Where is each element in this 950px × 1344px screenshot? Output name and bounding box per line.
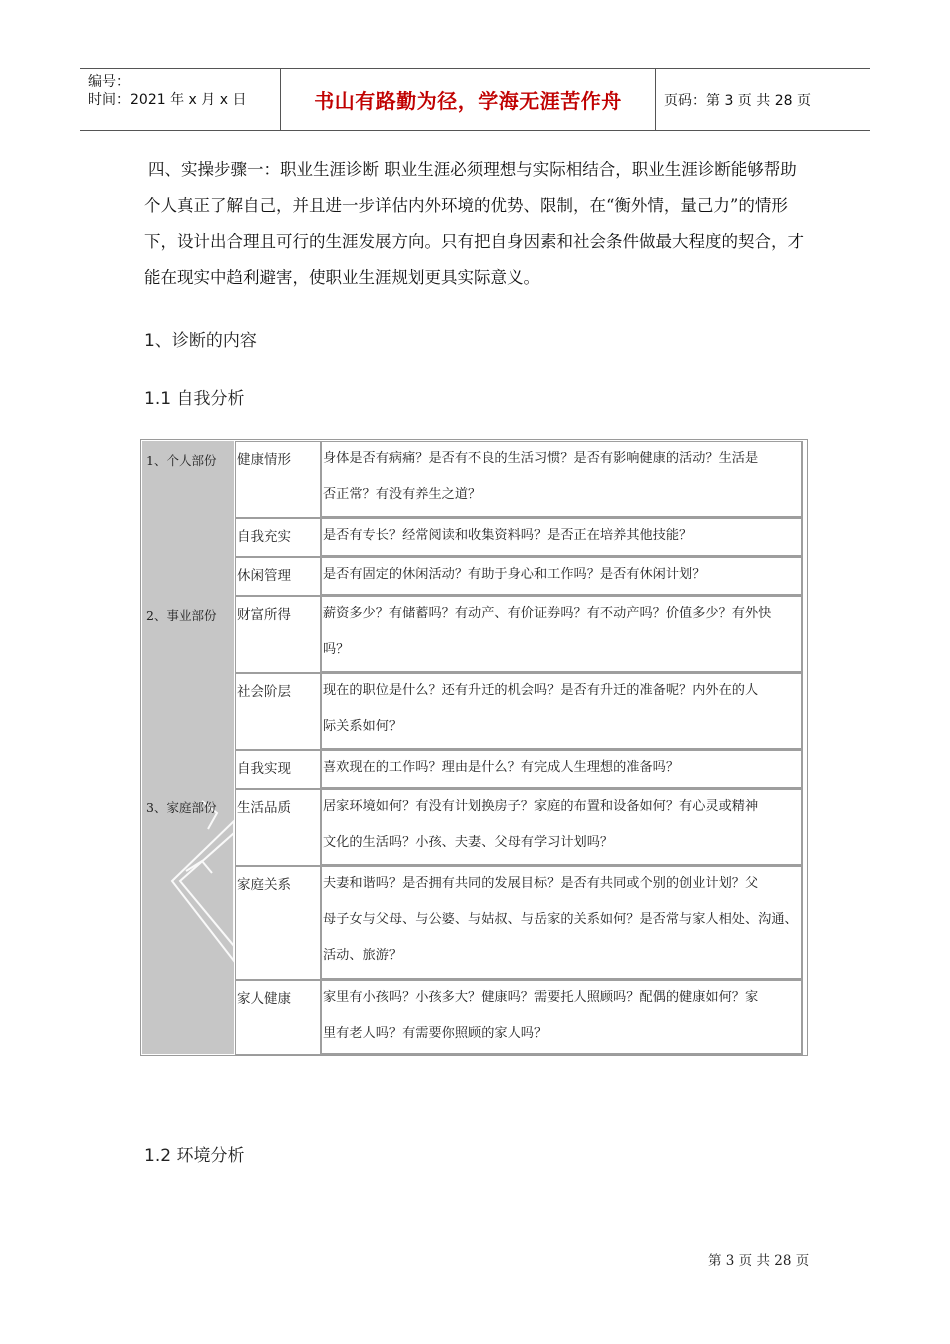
desc-line: 际关系如何？ (323, 719, 403, 734)
desc-line: 身体是否有病痛？是否有不良的生活习惯？是否有影响健康的活动？生活是 (323, 451, 759, 466)
desc-line: 是否有专长？经常阅读和收集资料吗？是否正在培养其他技能？ (323, 528, 693, 543)
document-number-label: 编号： (88, 74, 130, 90)
desc-line: 活动、旅游？ (323, 948, 403, 963)
document-date: 时间：2021 年 x 月 x 日 (88, 92, 247, 108)
desc-line: 里有老人吗？有需要你照顾的家人吗？ (323, 1026, 548, 1041)
category-column (142, 441, 234, 1054)
desc-line: 现在的职位是什么？还有升迁的机会吗？是否有升迁的准备呢？内外在的人 (323, 683, 759, 698)
desc-life-quality (321, 789, 803, 866)
header-motto: 书山有路勤为径，学海无涯苦作舟 (280, 69, 656, 130)
desc-self-realization (321, 750, 803, 789)
page-footer: 第 3 页 共 28 页 (708, 1253, 810, 1269)
item-self-improvement: 自我充实 (235, 518, 321, 557)
document-header (80, 68, 870, 131)
desc-line: 家里有小孩吗？小孩多大？健康吗？需要托人照顾吗？配偶的健康如何？家 (323, 990, 759, 1005)
desc-line: 夫妻和谐吗？是否拥有共同的发展目标？是否有共同或个别的创业计划？父 (323, 876, 759, 891)
decorative-diamond-watermark (142, 441, 234, 1054)
item-social-class: 社会阶层 (235, 673, 321, 750)
desc-line: 薪资多少？有储蓄吗？有动产、有价证券吗？有不动产吗？价值多少？有外快 (323, 606, 772, 621)
item-health: 健康情形 (235, 441, 321, 518)
desc-line: 母子女与父母、与公婆、与姑叔、与岳家的关系如何？是否常与家人相处、沟通、 (323, 912, 798, 927)
self-analysis-table (140, 439, 808, 1056)
section-heading-environment-analysis: 1.2 环境分析 (144, 1146, 245, 1166)
item-wealth: 财富所得 (235, 596, 321, 673)
item-leisure: 休闲管理 (235, 557, 321, 596)
desc-family-health (321, 980, 803, 1055)
desc-health (321, 441, 803, 518)
desc-family-relations (321, 866, 803, 980)
header-page-info: 页码：第 3 页 共 28 页 (664, 92, 811, 109)
desc-line: 吗？ (323, 642, 350, 657)
section-heading-self-analysis: 1.1 自我分析 (144, 389, 245, 409)
item-family-health: 家人健康 (235, 980, 321, 1055)
category-family: 3、家庭部份 (146, 800, 217, 815)
item-life-quality: 生活品质 (235, 789, 321, 866)
item-family-relations: 家庭关系 (235, 866, 321, 980)
desc-wealth (321, 596, 803, 673)
desc-self-improvement (321, 518, 803, 557)
desc-social-class (321, 673, 803, 750)
desc-line: 是否有固定的休闲活动？有助于身心和工作吗？是否有休闲计划？ (323, 567, 706, 582)
desc-line: 文化的生活吗？小孩、夫妻、父母有学习计划吗？ (323, 835, 614, 850)
category-personal: 1、个人部份 (146, 453, 217, 468)
desc-leisure (321, 557, 803, 596)
intro-paragraph (144, 152, 812, 296)
desc-line: 居家环境如何？有没有计划换房子？家庭的布置和设备如何？有心灵或精神 (323, 799, 759, 814)
section-heading-diagnosis: 1、诊断的内容 (144, 331, 257, 351)
header-left-cell (80, 69, 280, 130)
desc-line: 喜欢现在的工作吗？理由是什么？有完成人生理想的准备吗？ (323, 760, 680, 775)
desc-line: 否正常？有没有养生之道？ (323, 487, 482, 502)
intro-paragraph-text: 四、实操步骤一：职业生涯诊断 职业生涯必须理想与实际相结合，职业生涯诊断能够帮助个人真正了解自己，并且进一步详估内外环境的优势、限制，在“衡外情，量己力”的情形下，设计出合理且可行的生涯发展方向。只有把自身因素和社会条件做最大程度的契合，才能在现实中趋利避害，使职业生涯规划更具实际意义。 (144, 160, 804, 287)
item-self-realization: 自我实现 (235, 750, 321, 789)
category-career: 2、事业部份 (146, 608, 217, 623)
